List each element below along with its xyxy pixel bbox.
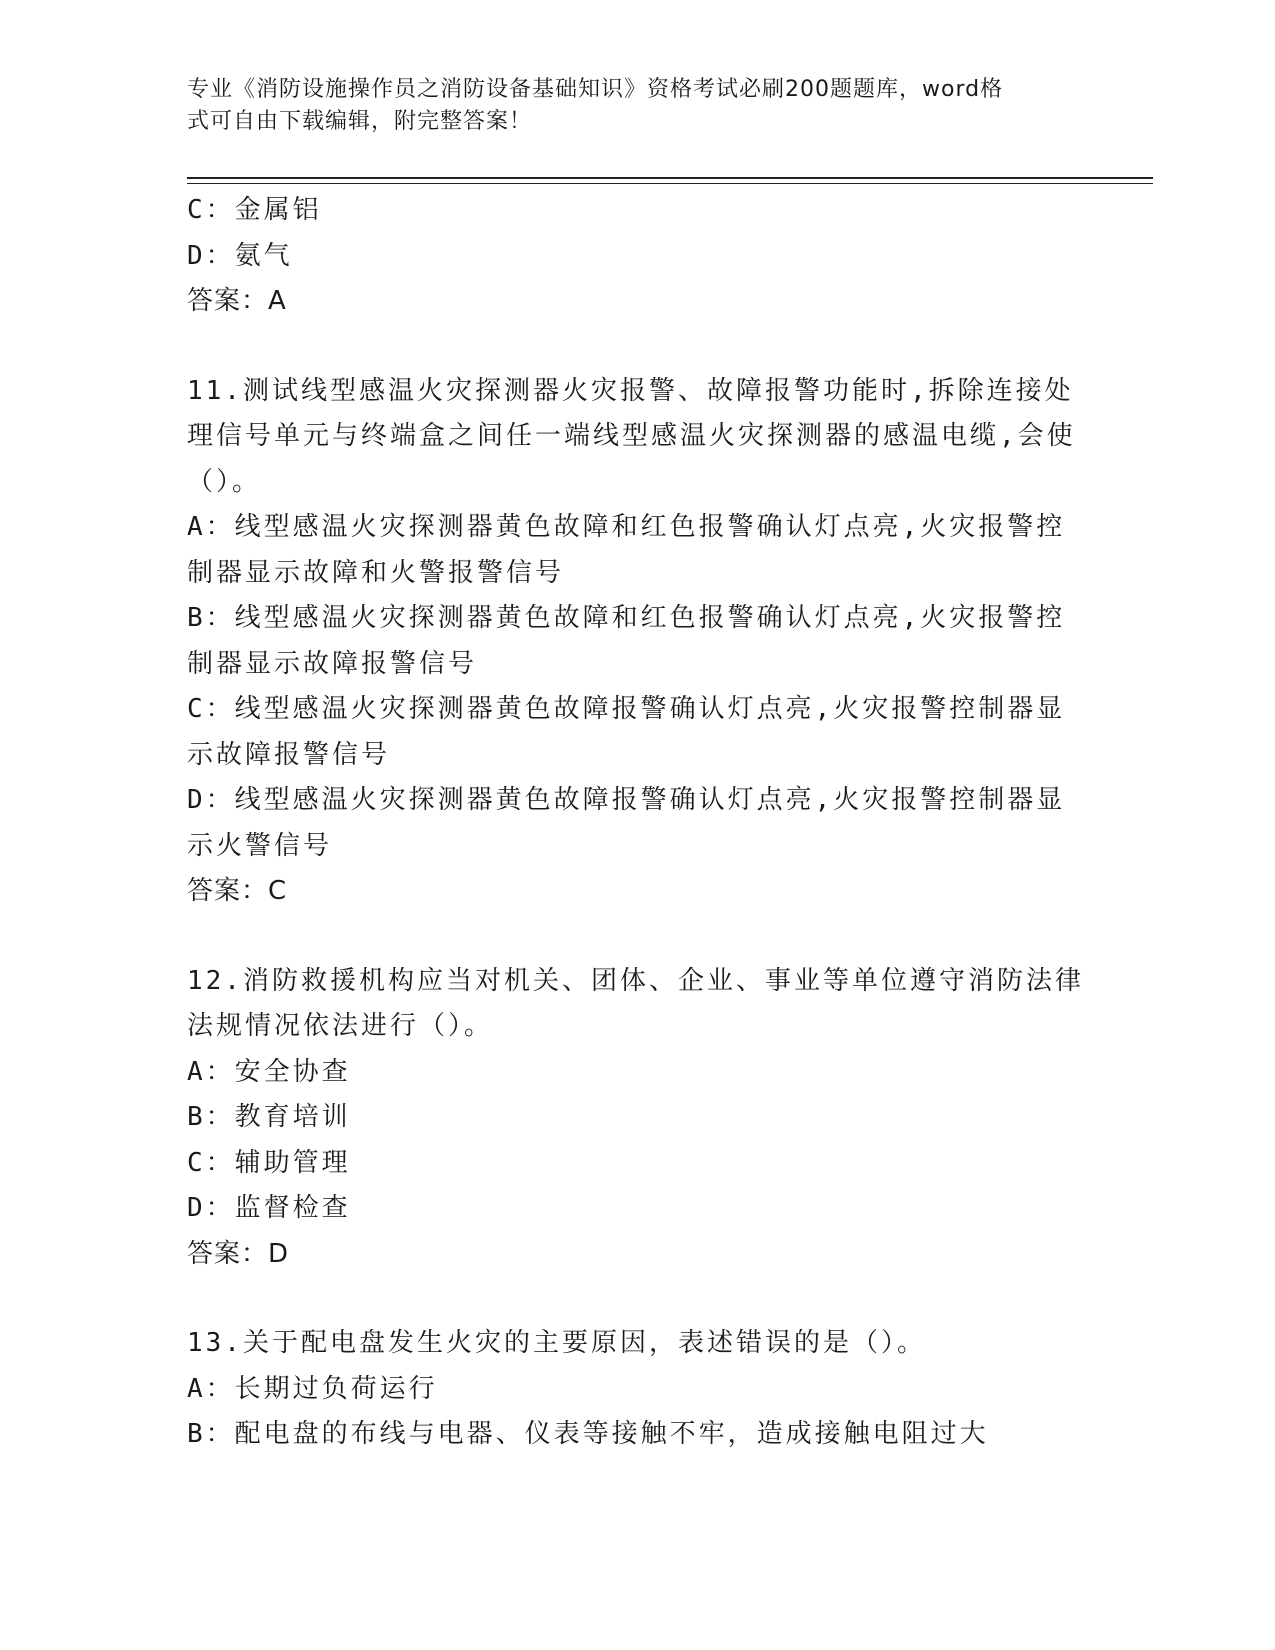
- q11-option-a-line-1: A：线型感温火灾探测器黄色故障和红色报警确认灯点亮,火灾报警控: [187, 512, 1066, 542]
- q13-option-a: A：长期过负荷运行: [187, 1373, 438, 1404]
- prev-option-d: D：氨气: [187, 240, 293, 271]
- q13-option-b: B：配电盘的布线与电器、仪表等接触不牢，造成接触电阻过大: [187, 1419, 989, 1449]
- prev-answer: 答案：A: [187, 286, 287, 316]
- q11-option-c-line-1: C：线型感温火灾探测器黄色故障报警确认灯点亮,火灾报警控制器显: [187, 694, 1066, 724]
- question-13: [187, 1321, 1087, 1458]
- prev-option-c: C：金属铝: [187, 195, 322, 225]
- q12-stem-line-2: 法规情况依法进行（）。: [187, 1011, 494, 1041]
- q11-option-d-line-2: 示火警信号: [187, 830, 333, 861]
- q12-option-b: B：教育培训: [187, 1102, 351, 1132]
- question-content: [187, 188, 1087, 1458]
- spacer: [187, 915, 1087, 959]
- q11-option-a-line-2: 制器显示故障和火警报警信号: [187, 557, 565, 588]
- q11-option-c-line-2: 示故障报警信号: [187, 739, 391, 770]
- q11-option-b-line-1: B：线型感温火灾探测器黄色故障和红色报警确认灯点亮,火灾报警控: [187, 603, 1066, 633]
- q12-option-c: C：辅助管理: [187, 1147, 351, 1178]
- header-rule-thick: [187, 177, 1153, 179]
- q11-answer: 答案：C: [187, 876, 288, 906]
- spacer: [187, 325, 1087, 369]
- q13-stem: 13.关于配电盘发生火灾的主要原因，表述错误的是（）。: [187, 1328, 926, 1358]
- q12-option-a: A：安全协查: [187, 1056, 351, 1087]
- question-11: [187, 369, 1087, 915]
- q12-option-d: D：监督检查: [187, 1193, 351, 1223]
- question-12: [187, 959, 1087, 1278]
- header-line-1: 专业《消防设施操作员之消防设备基础知识》资格考试必刷200题题库，word格: [187, 77, 1004, 102]
- header-rule-thin: [187, 183, 1153, 184]
- q11-option-b-line-2: 制器显示故障报警信号: [187, 648, 478, 679]
- q12-stem-line-1: 12.消防救援机构应当对机关、团体、企业、事业等单位遵守消防法律: [187, 965, 1084, 996]
- spacer: [187, 1277, 1087, 1321]
- q12-answer: 答案：D: [187, 1238, 290, 1269]
- q11-stem-line-3: （）。: [187, 466, 262, 497]
- page-header: [187, 74, 1067, 138]
- q11-stem-line-1: 11.测试线型感温火灾探测器火灾报警、故障报警功能时,拆除连接处: [187, 375, 1074, 406]
- q11-option-d-line-1: D：线型感温火灾探测器黄色故障报警确认灯点亮,火灾报警控制器显: [187, 785, 1066, 815]
- q11-stem-line-2: 理信号单元与终端盒之间任一端线型感温火灾探测器的感温电缆,会使: [187, 421, 1076, 451]
- header-line-2: 式可自由下载编辑，附完整答案！: [187, 109, 533, 134]
